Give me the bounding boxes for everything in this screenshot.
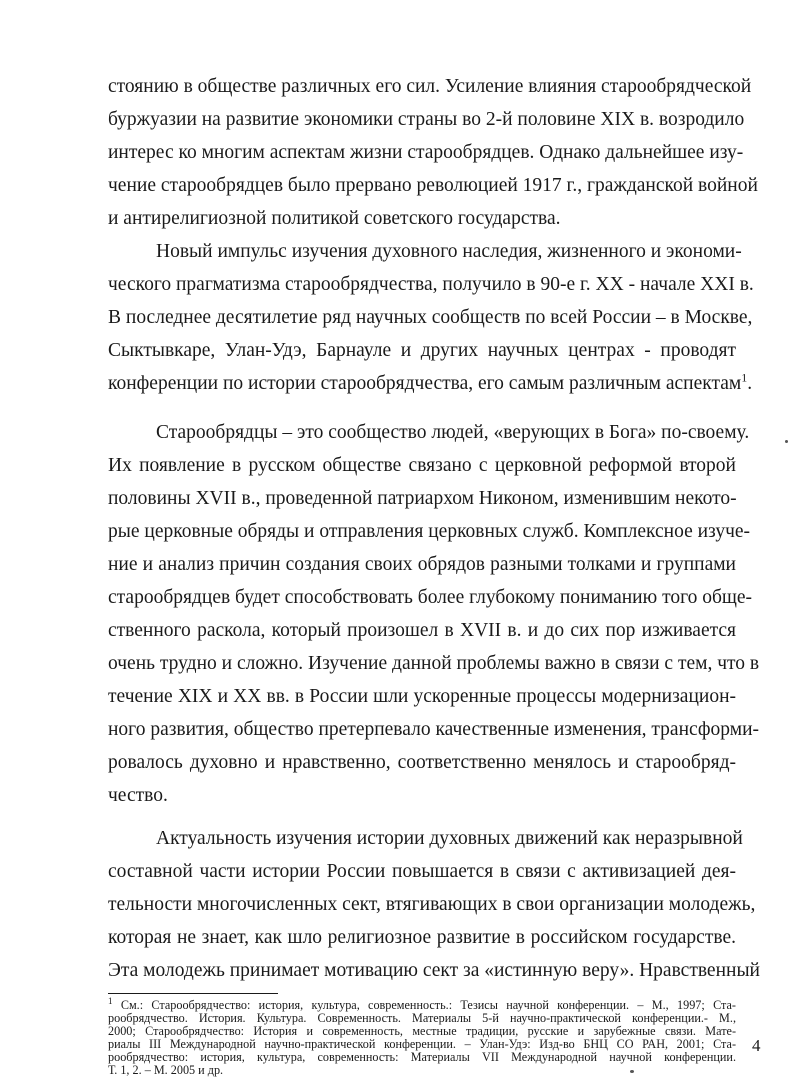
body-line: течение XIX и XX вв. в России шли ускоренные процессы модернизацион- (108, 686, 736, 707)
body-line: ческого прагматизма старообрядчества, получило в 90-е г. XX - начале XXI в. (108, 274, 754, 295)
scan-speck (630, 1070, 634, 1073)
body-line: составной части истории России повышается в связи с активизацией дея- (108, 861, 736, 882)
footnote-line: рообрядчество: история, культура, современность: Материалы VII Международной научной конференции. (108, 1050, 736, 1064)
body-line: Старообрядцы – это сообщество людей, «верующих в Бога» по-своему. (156, 422, 750, 443)
footnote-line: 2000; Старообрядчество: История и современность, местные традиции, русские и зарубежные связи. Мате- (108, 1024, 736, 1038)
body-line-text: конференции по истории старообрядчества, его самым различным аспектам (108, 373, 742, 394)
body-line: стоянию в обществе различных его сил. Усиление влияния старообрядческой (108, 76, 752, 97)
body-line: чество. (108, 785, 168, 806)
footnote-line: рообрядчество. История. Культура. Современность. Материалы 5-й научно-практической конференции.- М., (108, 1011, 736, 1025)
body-line: Актуальность изучения истории духовных движений как неразрывной (156, 828, 743, 849)
body-line: половины XVII в., проведенной патриархом Никоном, изменившим некото- (108, 488, 737, 509)
page-number: 4 (752, 1036, 761, 1055)
body-line: Сыктывкаре, Улан-Удэ, Барнауле и других научных центрах - проводят (108, 340, 736, 361)
body-line: ровалось духовно и нравственно, соответственно менялось и старообряд- (108, 752, 736, 773)
body-line: ние и анализ причин создания своих обрядов разными толками и группами (108, 554, 736, 575)
body-line: ственного раскола, который произошел в XVII в. и до сих пор изживается (108, 620, 736, 641)
footnote-reference: 1 (741, 370, 748, 385)
body-line: Эта молодежь принимает мотивацию сект за «истинную веру». Нравственный (108, 960, 760, 981)
body-line: В последнее десятилетие ряд научных сообществ по всей России – в Москве, (108, 307, 753, 328)
body-line: Новый импульс изучения духовного наследия, жизненного и экономи- (156, 241, 742, 262)
footnote-line: риалы III Международной научно-практической конференции. – Улан-Удэ: Изд-во БНЦ СО РАН, 2001; Ста- (108, 1037, 736, 1051)
body-line: очень трудно и сложно. Изучение данной проблемы важно в связи с тем, что в (108, 653, 760, 674)
body-line-tail: . (747, 373, 753, 394)
footnote-text: См.: Старообрядчество: история, культура, современность.: Тезисы научной конференции. – М., 1997; Ста- (112, 998, 736, 1012)
body-line: буржуазии на развитие экономики страны во 2-й половине XIX в. возродило (108, 109, 745, 130)
body-line: Их появление в русском обществе связано с церковной реформой второй (108, 455, 736, 476)
body-line: которая не знает, как шло религиозное развитие в российском государстве. (108, 927, 736, 948)
body-line-with-footnote (108, 369, 753, 399)
body-line: интерес ко многим аспектам жизни старообрядцев. Однако дальнейшее изу- (108, 142, 744, 163)
body-line: и антирелигиозной политикой советского государства. (108, 208, 561, 229)
footnote-separator (108, 993, 278, 994)
body-line: ного развития, общество претерпевало качественные изменения, трансформи- (108, 719, 760, 740)
body-line: тельности многочисленных сект, втягивающих в свои организации молодежь, (108, 894, 756, 915)
body-line: старообрядцев будет способствовать более глубокому пониманию того обще- (108, 587, 753, 608)
body-line: чение старообрядцев было прервано революцией 1917 г., гражданской войной (108, 175, 758, 196)
footnote-marker: 1 (108, 995, 113, 1006)
body-line: рые церковные обряды и отправления церковных служб. Комплексное изуче- (108, 521, 751, 542)
footnote-line: Т. 1, 2. – М. 2005 и др. (108, 1063, 224, 1077)
scan-speck (785, 440, 788, 443)
